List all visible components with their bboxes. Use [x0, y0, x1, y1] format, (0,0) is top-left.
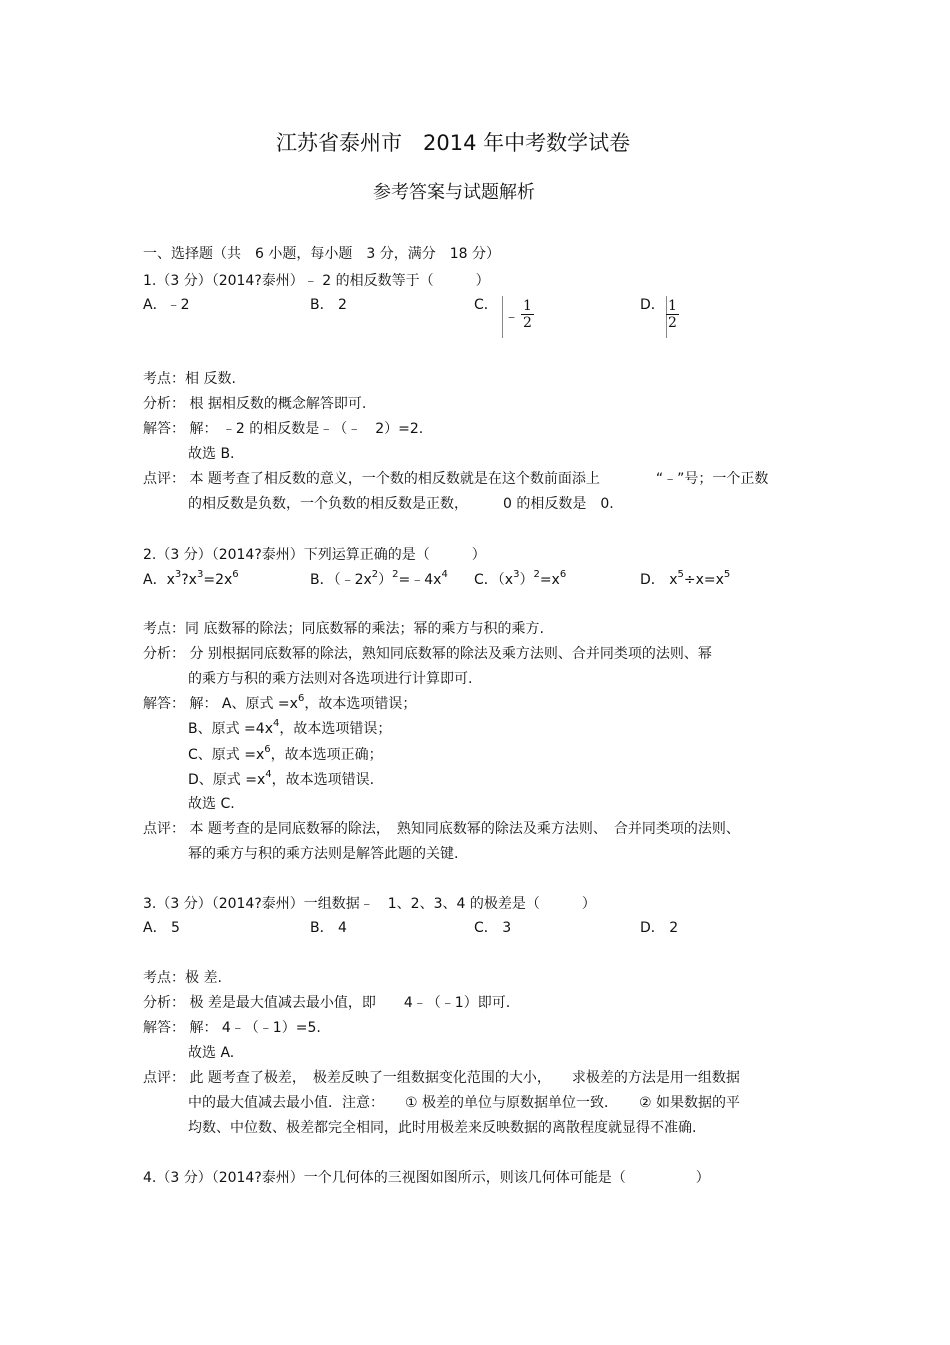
page-title: 江苏省泰州市 2014 年中考数学试卷 [276, 131, 631, 155]
q2-kaodian: 考点：同 底数幂的除法；同底数幂的乘法；幂的乘方与积的乘方. [143, 621, 544, 637]
q1-jieda: 解答： 解： ﹣2 的相反数是﹣（﹣ 2）=2. [143, 421, 424, 437]
q1-option-c: C． [474, 297, 498, 313]
q3-dianping-line3: 均数、中位数、极差都完全相同，此时用极差来反映数据的离散程度就显得不准确. [188, 1120, 697, 1136]
q2-option-b: B．$(﹣2x^2)^2=﹣4x^4$ [310, 569, 448, 588]
q1-fenxi: 分析： 根 据相反数的概念解答即可. [143, 396, 367, 412]
q3-dianping-line1: 点评： 此 题考查了极差， 极差反映了一组数据变化范围的大小， 求极差的方法是用一组数据 [143, 1070, 740, 1086]
q1-stem: 1.（3 分）（2014?泰州）﹣ 2 的相反数等于（ ） [143, 273, 490, 289]
q3-option-c: C． 3 [474, 920, 512, 936]
q3-fenxi: 分析： 极 差是最大值减去最小值，即 4﹣（﹣1）即可. [143, 995, 511, 1011]
q3-option-b: B． 4 [310, 920, 347, 936]
q2-dianping-line2: 幂的乘方与积的乘方法则是解答此题的关键. [188, 846, 459, 862]
q1-kaodian: 考点：相 反数. [143, 371, 236, 387]
q3-dianping-line2: 中的最大值减去最小值．注意： ① 极差的单位与原数据单位一致． ② 如果数据的平 [188, 1095, 740, 1111]
q2-guxuan: 故选 C. [188, 796, 235, 812]
q2-jieda-b: B、原式 $=4x^4$，故本选项错误； [188, 718, 392, 737]
q2-jieda-c: C、原式 $=x^6$，故本选项正确； [188, 744, 383, 763]
section-heading: 一、选择题（共 6 小题，每小题 3 分，满分 18 分） [143, 246, 500, 262]
q2-jieda-a: 解答： 解： A、原式 $=x^6$，故本选项错误； [143, 693, 417, 712]
q3-option-d: D． 2 [640, 920, 679, 936]
q1-option-d-fraction [666, 298, 679, 331]
q2-option-d: D． $x^5\div x=x^5$ [640, 569, 731, 588]
q2-stem: 2.（3 分）（2014?泰州）下列运算正确的是（ ） [143, 547, 486, 563]
q1-option-c-numerator: 1 [523, 298, 532, 314]
q1-option-a: A．﹣2 [143, 297, 190, 313]
q2-option-a: A．$x^3?x^3=2x^6$ [143, 569, 239, 588]
q1-option-c-fraction [521, 298, 534, 331]
q2-fenxi-line2: 的乘方与积的乘方法则对各选项进行计算即可. [188, 671, 473, 687]
q3-option-a: A． 5 [143, 920, 180, 936]
q2-jieda-d: D、原式 $=x^4$，故本选项错误. [188, 769, 375, 788]
q1-dianping-line1: 点评： 本 题考查了相反数的意义，一个数的相反数就是在这个数前面添上 “﹣”号；一个正数 [143, 471, 769, 487]
q2-dianping-line1: 点评： 本 题考查的是同底数幂的除法， 熟知同底数幂的除法及乘方法则、 合并同类项的法则、 [143, 821, 740, 837]
q1-option-b: B． 2 [310, 297, 347, 313]
q1-option-d-denominator: 2 [668, 315, 677, 331]
q3-jieda: 解答： 解： 4﹣（﹣1）=5. [143, 1020, 321, 1036]
q1-option-c-border [502, 296, 503, 338]
q1-guxuan: 故选 B. [188, 446, 235, 462]
q2-fenxi-line1: 分析： 分 别根据同底数幂的除法，熟知同底数幂的除法及乘方法则、合并同类项的法则、幂 [143, 646, 712, 662]
q1-option-d-numerator: 1 [668, 298, 677, 314]
q1-option-d: D． [640, 297, 665, 313]
q3-guxuan: 故选 A. [188, 1045, 235, 1061]
q2-option-c: C．$(x^3)^2=x^6$ [474, 569, 567, 588]
q4-stem: 4.（3 分）（2014?泰州）一个几何体的三视图如图所示，则该几何体可能是（ ） [143, 1170, 710, 1186]
q1-option-c-minus: ﹣ [504, 307, 520, 325]
q3-stem: 3.（3 分）（2014?泰州）一组数据﹣ 1、2、3、4 的极差是（ ） [143, 896, 596, 912]
page-subtitle: 参考答案与试题解析 [373, 182, 535, 203]
q3-kaodian: 考点：极 差. [143, 970, 222, 986]
q1-option-c-denominator: 2 [523, 315, 532, 331]
q1-dianping-line2: 的相反数是负数，一个负数的相反数是正数， 0 的相反数是 0. [188, 496, 614, 512]
